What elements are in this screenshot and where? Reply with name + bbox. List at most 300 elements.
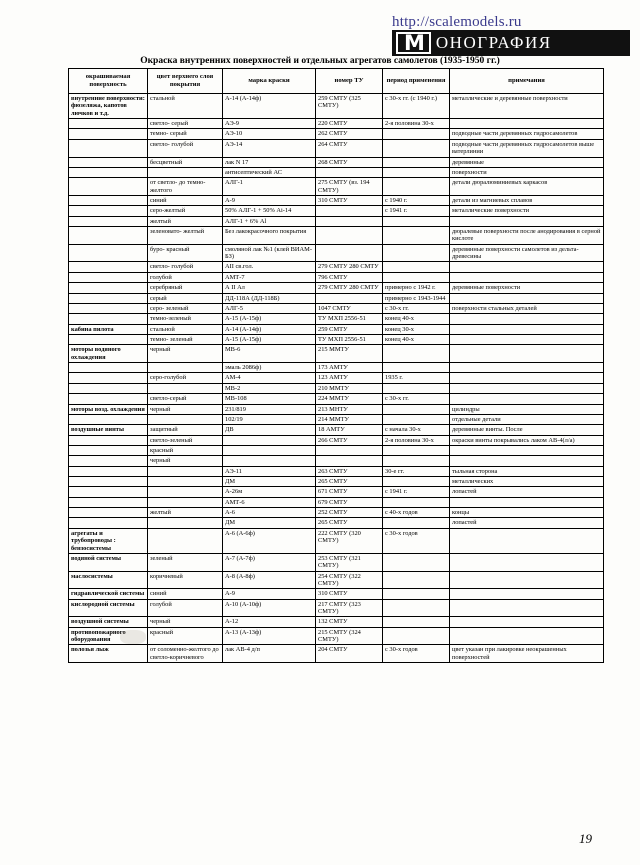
cell-c5: тыльная сторона bbox=[450, 466, 604, 476]
cell-c2: МВ-6 bbox=[223, 345, 316, 363]
cell-c0: маслосистемы bbox=[69, 571, 148, 589]
cell-c5: деревянные винты. После bbox=[450, 425, 604, 435]
cell-c4: с 30-х гг. bbox=[383, 394, 450, 404]
cell-c4 bbox=[383, 157, 450, 167]
cell-c5 bbox=[450, 383, 604, 393]
cell-c3: 254 СМТУ (322 СМТУ) bbox=[316, 571, 383, 589]
cell-c0: воздушной системы bbox=[69, 617, 148, 627]
cell-c4 bbox=[383, 445, 450, 455]
cell-c2: антисептический АС bbox=[223, 167, 316, 177]
cell-c1 bbox=[148, 497, 223, 507]
cell-c5 bbox=[450, 373, 604, 383]
cell-c2: 50% АЛГ-1 + 50% Ai-14 bbox=[223, 206, 316, 216]
cell-c3: 310 СМТУ bbox=[316, 195, 383, 205]
cell-c5 bbox=[450, 324, 604, 334]
cell-c3: 213 МНТУ bbox=[316, 404, 383, 414]
cell-c4: с 30-х гг. bbox=[383, 303, 450, 313]
cell-c1: серый bbox=[148, 293, 223, 303]
cell-c4 bbox=[383, 272, 450, 282]
table-row bbox=[69, 119, 604, 129]
cell-c5: лопастей bbox=[450, 518, 604, 528]
cell-c2: эмаль 2086ф) bbox=[223, 363, 316, 373]
cell-c2: АМ-4 bbox=[223, 373, 316, 383]
table-row bbox=[69, 373, 604, 383]
cell-c5 bbox=[450, 571, 604, 589]
cell-c1: серо- зеленый bbox=[148, 303, 223, 313]
table-row bbox=[69, 617, 604, 627]
cell-c1 bbox=[148, 466, 223, 476]
cell-c1: светло- серый bbox=[148, 119, 223, 129]
cell-c0 bbox=[69, 445, 148, 455]
cell-c4: с 30-х гг. (с 1940 г.) bbox=[383, 94, 450, 119]
cell-c5: цилиндры bbox=[450, 404, 604, 414]
cell-c3: 266 СМТУ bbox=[316, 435, 383, 445]
cell-c1: серебряный bbox=[148, 283, 223, 293]
cell-c1: темно- зеленый bbox=[148, 334, 223, 344]
cell-c0 bbox=[69, 227, 148, 245]
cell-c2: А-6 bbox=[223, 508, 316, 518]
cell-c3: 275 СМТУ (вз. 194 СМТУ) bbox=[316, 178, 383, 196]
cell-c3: 224 ММТУ bbox=[316, 394, 383, 404]
cell-c5: лопастей bbox=[450, 487, 604, 497]
cell-c0 bbox=[69, 394, 148, 404]
table-row bbox=[69, 129, 604, 139]
cell-c2: смоляной лак №1 (клей ВИАМ-БЗ) bbox=[223, 244, 316, 262]
cell-c1 bbox=[148, 383, 223, 393]
cell-c1: черный bbox=[148, 456, 223, 466]
cell-c3: 265 СМТУ bbox=[316, 477, 383, 487]
cell-c5 bbox=[450, 617, 604, 627]
magazine-logo bbox=[392, 30, 630, 56]
cell-c1: коричневый bbox=[148, 571, 223, 589]
table-row bbox=[69, 206, 604, 216]
cell-c3 bbox=[316, 293, 383, 303]
paint-table bbox=[68, 68, 604, 663]
cell-c5: металлические и деревянные поверхности bbox=[450, 94, 604, 119]
cell-c1: зеленовато- желтый bbox=[148, 227, 223, 245]
cell-c5 bbox=[450, 334, 604, 344]
cell-c1: зеленый bbox=[148, 553, 223, 571]
cell-c3: 259 СМТУ (325 СМТУ) bbox=[316, 94, 383, 119]
table-row bbox=[69, 314, 604, 324]
cell-c4 bbox=[383, 244, 450, 262]
cell-c5 bbox=[450, 445, 604, 455]
cell-c1: серо-желтый bbox=[148, 206, 223, 216]
cell-c3: 204 СМТУ bbox=[316, 645, 383, 663]
cell-c5: деревянные поверхности bbox=[450, 283, 604, 293]
cell-c1: темно-зеленый bbox=[148, 314, 223, 324]
cell-c0 bbox=[69, 414, 148, 424]
cell-c5 bbox=[450, 528, 604, 553]
table-header-row bbox=[69, 69, 604, 94]
cell-c1: голубой bbox=[148, 272, 223, 282]
cell-c2: 102/19 bbox=[223, 414, 316, 424]
cell-c4 bbox=[383, 345, 450, 363]
cell-c1: буро- красный bbox=[148, 244, 223, 262]
table-row bbox=[69, 139, 604, 157]
cell-c3: 310 СМТУ bbox=[316, 589, 383, 599]
table-row bbox=[69, 508, 604, 518]
cell-c4 bbox=[383, 178, 450, 196]
cell-c2: АМТ-6 bbox=[223, 497, 316, 507]
cell-c0 bbox=[69, 178, 148, 196]
cell-c2: АЭ-14 bbox=[223, 139, 316, 157]
cell-c3: 1047 СМТУ bbox=[316, 303, 383, 313]
cell-c5 bbox=[450, 272, 604, 282]
cell-c3: 132 СМТУ bbox=[316, 617, 383, 627]
cell-c4: примерно с 1943-1944 bbox=[383, 293, 450, 303]
table-head bbox=[69, 69, 604, 94]
cell-c4 bbox=[383, 383, 450, 393]
cell-c1: желтый bbox=[148, 508, 223, 518]
cell-c2: А-7 (А-7ф) bbox=[223, 553, 316, 571]
cell-c3 bbox=[316, 167, 383, 177]
cell-c4: с 1941 г. bbox=[383, 487, 450, 497]
cell-c4: конец 40-х bbox=[383, 314, 450, 324]
cell-c1: светло- голубой bbox=[148, 139, 223, 157]
cell-c1: стальной bbox=[148, 324, 223, 334]
cell-c0 bbox=[69, 487, 148, 497]
cell-c4: 2-я половина 30-х bbox=[383, 119, 450, 129]
table-row bbox=[69, 324, 604, 334]
cell-c1: синий bbox=[148, 589, 223, 599]
cell-c3: 222 СМТУ (320 СМТУ) bbox=[316, 528, 383, 553]
cell-c3: 263 СМТУ bbox=[316, 466, 383, 476]
column-header-color: цвет верхнего слоя покрытия bbox=[148, 69, 223, 94]
cell-c4 bbox=[383, 414, 450, 424]
cell-c4 bbox=[383, 262, 450, 272]
cell-c5: деревянные поверхности самолетов из дельта-древесины bbox=[450, 244, 604, 262]
cell-c4: конец 30-х bbox=[383, 324, 450, 334]
cell-c2: А-6 (А-6ф) bbox=[223, 528, 316, 553]
cell-c0: воздушные винты bbox=[69, 425, 148, 435]
cell-c0 bbox=[69, 244, 148, 262]
cell-c4 bbox=[383, 589, 450, 599]
cell-c2: МВ-108 bbox=[223, 394, 316, 404]
column-header-tu-number: номер ТУ bbox=[316, 69, 383, 94]
table-row bbox=[69, 363, 604, 373]
table-row bbox=[69, 425, 604, 435]
cell-c0: гидравлической системы bbox=[69, 589, 148, 599]
cell-c4 bbox=[383, 129, 450, 139]
cell-c2: АЛГ-1 + 6% Al bbox=[223, 216, 316, 226]
cell-c3 bbox=[316, 445, 383, 455]
cell-c1: защитный bbox=[148, 425, 223, 435]
cell-c2: МВ-2 bbox=[223, 383, 316, 393]
cell-c5: поверхности стальных деталей bbox=[450, 303, 604, 313]
cell-c0 bbox=[69, 293, 148, 303]
table-row bbox=[69, 216, 604, 226]
cell-c4: с начала 30-х bbox=[383, 425, 450, 435]
column-header-notes: примечания bbox=[450, 69, 604, 94]
table-row bbox=[69, 445, 604, 455]
cell-c0: кислородной системы bbox=[69, 599, 148, 617]
page-header bbox=[0, 8, 640, 55]
cell-c4 bbox=[383, 627, 450, 645]
cell-c2: А-12 bbox=[223, 617, 316, 627]
cell-c3: 265 СМТУ bbox=[316, 518, 383, 528]
table-row bbox=[69, 157, 604, 167]
cell-c2: А-15 (А-15ф) bbox=[223, 334, 316, 344]
cell-c2: АМТ-7 bbox=[223, 272, 316, 282]
cell-c0: моторы возд. охлаждения bbox=[69, 404, 148, 414]
table-row bbox=[69, 553, 604, 571]
cell-c2: 231/819 bbox=[223, 404, 316, 414]
cell-c4: 30-е гг. bbox=[383, 466, 450, 476]
cell-c4: с 40-х годов bbox=[383, 508, 450, 518]
cell-c4: с 1940 г. bbox=[383, 195, 450, 205]
cell-c5 bbox=[450, 589, 604, 599]
cell-c2: АЭ-11 bbox=[223, 466, 316, 476]
cell-c0 bbox=[69, 466, 148, 476]
cell-c4 bbox=[383, 363, 450, 373]
cell-c5 bbox=[450, 216, 604, 226]
cell-c2: АЭ-10 bbox=[223, 129, 316, 139]
cell-c4: примерно с 1942 г. bbox=[383, 283, 450, 293]
table-body bbox=[69, 94, 604, 663]
cell-c5 bbox=[450, 627, 604, 645]
cell-c4 bbox=[383, 518, 450, 528]
table-row bbox=[69, 627, 604, 645]
table-row bbox=[69, 345, 604, 363]
cell-c0 bbox=[69, 206, 148, 216]
cell-c3: 253 СМТУ (321 СМТУ) bbox=[316, 553, 383, 571]
cell-c2: А-15 (А-15ф) bbox=[223, 314, 316, 324]
cell-c5: детали дюралюминиевых каркасов bbox=[450, 178, 604, 196]
cell-c2: А-9 bbox=[223, 195, 316, 205]
paper-smudge bbox=[120, 630, 146, 644]
cell-c5: металлических bbox=[450, 477, 604, 487]
cell-c3: 214 ММТУ bbox=[316, 414, 383, 424]
cell-c1: черный bbox=[148, 345, 223, 363]
table-row bbox=[69, 528, 604, 553]
cell-c5 bbox=[450, 119, 604, 129]
cell-c5: окраски винты покрывались лаком АВ-4(л/а) bbox=[450, 435, 604, 445]
cell-c0 bbox=[69, 435, 148, 445]
cell-c1: красный bbox=[148, 627, 223, 645]
cell-c3: ТУ МХП 2556-51 bbox=[316, 314, 383, 324]
cell-c3 bbox=[316, 244, 383, 262]
cell-c2: А-13 (А-13ф) bbox=[223, 627, 316, 645]
cell-c5: поверхности bbox=[450, 167, 604, 177]
cell-c1: светло-серый bbox=[148, 394, 223, 404]
cell-c0 bbox=[69, 216, 148, 226]
cell-c0 bbox=[69, 373, 148, 383]
column-header-period: период применения bbox=[383, 69, 450, 94]
cell-c5 bbox=[450, 363, 604, 373]
cell-c5 bbox=[450, 394, 604, 404]
cell-c4: 1935 г. bbox=[383, 373, 450, 383]
cell-c3: 210 ММТУ bbox=[316, 383, 383, 393]
column-header-surface: окрашиваемая поверхность bbox=[69, 69, 148, 94]
cell-c4 bbox=[383, 617, 450, 627]
cell-c5: подводные части деревянных гидросамолетов выше ватерлинии bbox=[450, 139, 604, 157]
cell-c5 bbox=[450, 345, 604, 363]
cell-c3: 18 АМТУ bbox=[316, 425, 383, 435]
cell-c5: металлические поверхности bbox=[450, 206, 604, 216]
cell-c5 bbox=[450, 262, 604, 272]
cell-c1: стальной bbox=[148, 94, 223, 119]
cell-c1 bbox=[148, 487, 223, 497]
cell-c0: кабина пилота bbox=[69, 324, 148, 334]
cell-c1: светло- голубой bbox=[148, 262, 223, 272]
column-header-paint-brand: марка краски bbox=[223, 69, 316, 94]
cell-c4 bbox=[383, 599, 450, 617]
cell-c0: внутренние поверхности: фюзеляжа, капотов лючков и т.д. bbox=[69, 94, 148, 119]
cell-c4: с 1941 г. bbox=[383, 206, 450, 216]
cell-c2: лак АВ-4 д/п bbox=[223, 645, 316, 663]
cell-c3: 279 СМТУ 280 СМТУ bbox=[316, 283, 383, 293]
cell-c5: подводные части деревянных гидросамолетов bbox=[450, 129, 604, 139]
paint-table-wrapper bbox=[68, 68, 601, 663]
cell-c0 bbox=[69, 314, 148, 324]
cell-c2: А-14 (А-14ф) bbox=[223, 324, 316, 334]
cell-c3: 220 СМТУ bbox=[316, 119, 383, 129]
cell-c2: лак N 17 bbox=[223, 157, 316, 167]
table-row bbox=[69, 383, 604, 393]
cell-c0 bbox=[69, 195, 148, 205]
cell-c0 bbox=[69, 477, 148, 487]
cell-c0 bbox=[69, 129, 148, 139]
cell-c4 bbox=[383, 216, 450, 226]
cell-c0 bbox=[69, 334, 148, 344]
cell-c3: 671 СМТУ bbox=[316, 487, 383, 497]
cell-c4: с 30-х годов bbox=[383, 645, 450, 663]
cell-c5 bbox=[450, 456, 604, 466]
cell-c0 bbox=[69, 363, 148, 373]
logo-title: ОНОГРАФИЯ bbox=[435, 33, 552, 52]
table-row bbox=[69, 487, 604, 497]
cell-c2 bbox=[223, 435, 316, 445]
cell-c3: 268 СМТУ bbox=[316, 157, 383, 167]
cell-c4 bbox=[383, 227, 450, 245]
cell-c0 bbox=[69, 518, 148, 528]
cell-c1 bbox=[148, 414, 223, 424]
cell-c3: 796 СМТУ bbox=[316, 272, 383, 282]
cell-c2: А-8 (А-8ф) bbox=[223, 571, 316, 589]
cell-c0: водяной системы bbox=[69, 553, 148, 571]
cell-c5 bbox=[450, 497, 604, 507]
table-row bbox=[69, 497, 604, 507]
table-row bbox=[69, 227, 604, 245]
cell-c2: Без лакокрасочного покрытия bbox=[223, 227, 316, 245]
cell-c2: АЛГ-1 bbox=[223, 178, 316, 196]
cell-c3 bbox=[316, 227, 383, 245]
cell-c4 bbox=[383, 553, 450, 571]
cell-c2: АЭ-9 bbox=[223, 119, 316, 129]
cell-c2: ДМ bbox=[223, 518, 316, 528]
cell-c3: 123 АМТУ bbox=[316, 373, 383, 383]
cell-c3: 262 СМТУ bbox=[316, 129, 383, 139]
cell-c1 bbox=[148, 518, 223, 528]
cell-c1 bbox=[148, 528, 223, 553]
cell-c1: голубой bbox=[148, 599, 223, 617]
table-row bbox=[69, 262, 604, 272]
table-row bbox=[69, 293, 604, 303]
cell-c3: 252 СМТУ bbox=[316, 508, 383, 518]
cell-c3: 679 СМТУ bbox=[316, 497, 383, 507]
cell-c4 bbox=[383, 571, 450, 589]
cell-c4: 2-я половина 30-х bbox=[383, 435, 450, 445]
table-row bbox=[69, 394, 604, 404]
cell-c4 bbox=[383, 139, 450, 157]
table-row bbox=[69, 272, 604, 282]
cell-c0 bbox=[69, 497, 148, 507]
cell-c5: отдельные детали bbox=[450, 414, 604, 424]
cell-c0 bbox=[69, 139, 148, 157]
table-row bbox=[69, 178, 604, 196]
cell-c0: противопожарного оборудования bbox=[69, 627, 148, 645]
cell-c5 bbox=[450, 314, 604, 324]
cell-c0 bbox=[69, 456, 148, 466]
cell-c0 bbox=[69, 303, 148, 313]
cell-c5: дюралевые поверхности после анодирования в серной кислоте bbox=[450, 227, 604, 245]
cell-c1: серо-голубой bbox=[148, 373, 223, 383]
cell-c3 bbox=[316, 216, 383, 226]
cell-c5 bbox=[450, 293, 604, 303]
cell-c5: деревянные bbox=[450, 157, 604, 167]
cell-c3: 215 ММТУ bbox=[316, 345, 383, 363]
cell-c5 bbox=[450, 553, 604, 571]
cell-c0 bbox=[69, 272, 148, 282]
cell-c0 bbox=[69, 508, 148, 518]
cell-c0 bbox=[69, 262, 148, 272]
table-row bbox=[69, 435, 604, 445]
logo-m-icon: M bbox=[396, 32, 431, 54]
cell-c4: конец 40-х bbox=[383, 334, 450, 344]
table-row bbox=[69, 404, 604, 414]
cell-c1: желтый bbox=[148, 216, 223, 226]
cell-c2: АII св.гол. bbox=[223, 262, 316, 272]
cell-c3: 264 СМТУ bbox=[316, 139, 383, 157]
table-row bbox=[69, 414, 604, 424]
cell-c3: 259 СМТУ bbox=[316, 324, 383, 334]
cell-c2: ДВ bbox=[223, 425, 316, 435]
cell-c0: агрегаты и трубопроводы : бензосистемы bbox=[69, 528, 148, 553]
cell-c2 bbox=[223, 445, 316, 455]
cell-c1: синий bbox=[148, 195, 223, 205]
table-row bbox=[69, 167, 604, 177]
cell-c1: черный bbox=[148, 617, 223, 627]
cell-c2: А-10 (А-10ф) bbox=[223, 599, 316, 617]
cell-c1 bbox=[148, 363, 223, 373]
table-row bbox=[69, 195, 604, 205]
cell-c0 bbox=[69, 383, 148, 393]
cell-c1: бесцветный bbox=[148, 157, 223, 167]
cell-c2: ДД-118А (ДД-118Б) bbox=[223, 293, 316, 303]
cell-c1 bbox=[148, 167, 223, 177]
cell-c5: детали из магниевых сплавов bbox=[450, 195, 604, 205]
table-row bbox=[69, 94, 604, 119]
cell-c0: полозья лыж bbox=[69, 645, 148, 663]
table-row bbox=[69, 571, 604, 589]
cell-c1: черный bbox=[148, 404, 223, 414]
cell-c2: ДМ bbox=[223, 477, 316, 487]
cell-c3: ТУ МХП 2556-51 bbox=[316, 334, 383, 344]
table-row bbox=[69, 466, 604, 476]
cell-c2: АЛГ-5 bbox=[223, 303, 316, 313]
cell-c4 bbox=[383, 497, 450, 507]
cell-c2: А-26м bbox=[223, 487, 316, 497]
cell-c2: А-9 bbox=[223, 589, 316, 599]
table-row bbox=[69, 456, 604, 466]
table-row bbox=[69, 477, 604, 487]
site-url: http://scalemodels.ru bbox=[392, 14, 522, 30]
cell-c2 bbox=[223, 456, 316, 466]
table-row bbox=[69, 334, 604, 344]
page-number: 19 bbox=[579, 831, 592, 846]
cell-c4 bbox=[383, 477, 450, 487]
